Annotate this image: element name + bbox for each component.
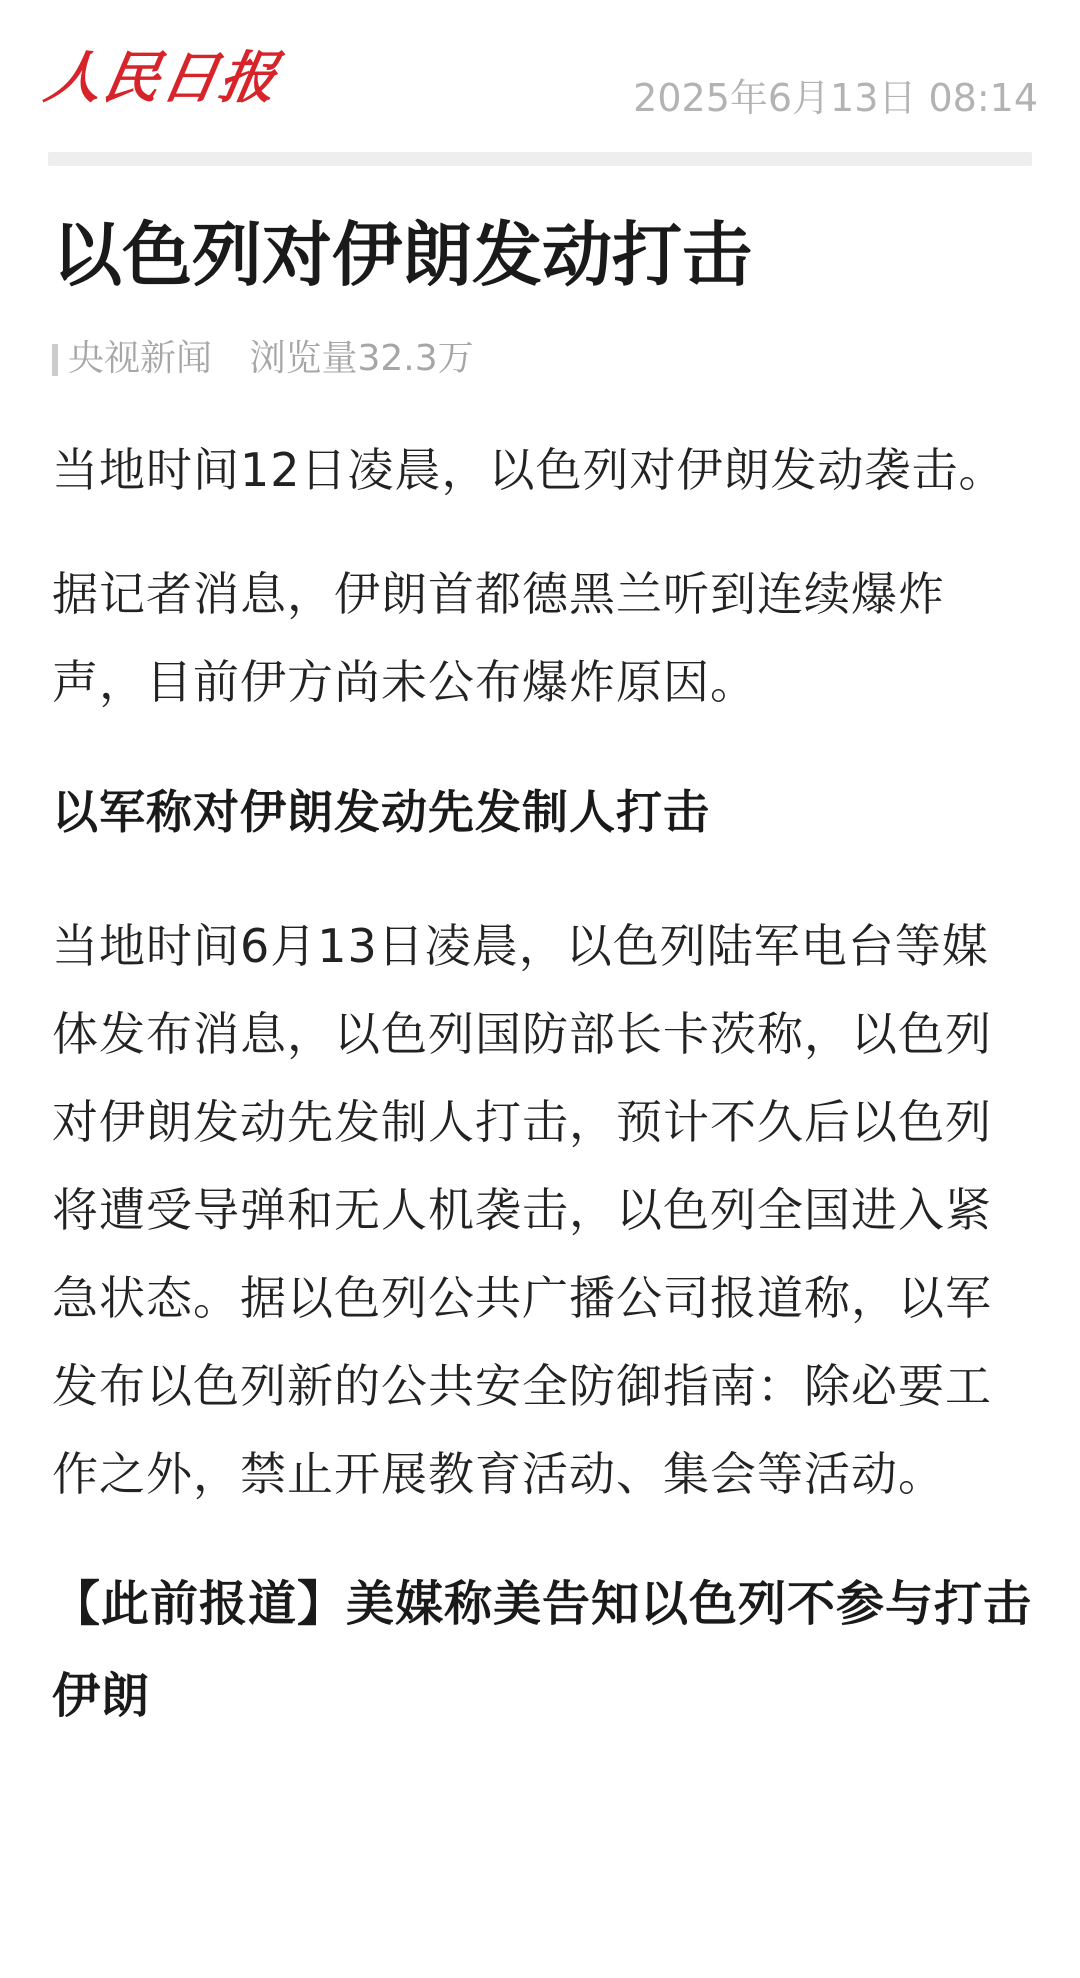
publish-datetime: 2025年6月13日 08:14 bbox=[633, 76, 1038, 120]
logo-text: 人民日报 bbox=[40, 45, 284, 111]
paragraph-1: 当地时间12日凌晨，以色列对伊朗发动袭击。 bbox=[52, 443, 1006, 497]
article-body bbox=[52, 200, 1032, 1742]
view-count: 浏览量32.3万 bbox=[249, 338, 474, 379]
paragraph-3: 当地时间6月13日凌晨，以色列陆军电台等媒体发布消息，以色列国防部长卡茨称，以色列对伊朗发动先发制人打击，预计不久后以色列将遭受导弹和无人机袭击，以色列全国进入紧急状态。据以色列公共广播公司报道称，以军发布以色列新的公共安全防御指南：除必要工作之外，禁止开展教育活动、集会等活动。 bbox=[52, 919, 992, 1501]
article-meta bbox=[52, 334, 1032, 384]
header-bar bbox=[0, 0, 1080, 150]
header-divider bbox=[48, 152, 1032, 166]
people-daily-logo bbox=[40, 34, 284, 130]
paragraph-2: 据记者消息，伊朗首都德黑兰听到连续爆炸声，目前伊方尚未公布爆炸原因。 bbox=[52, 567, 945, 709]
article-title: 以色列对伊朗发动打击 bbox=[52, 214, 752, 296]
article-subheading: 以军称对伊朗发动先发制人打击 bbox=[52, 785, 710, 839]
related-report-link[interactable]: 【此前报道】美媒称美告知以色列不参与打击伊朗 bbox=[52, 1576, 1033, 1724]
article-source[interactable]: 央视新闻 bbox=[68, 338, 213, 379]
meta-accent-bar bbox=[52, 344, 58, 376]
